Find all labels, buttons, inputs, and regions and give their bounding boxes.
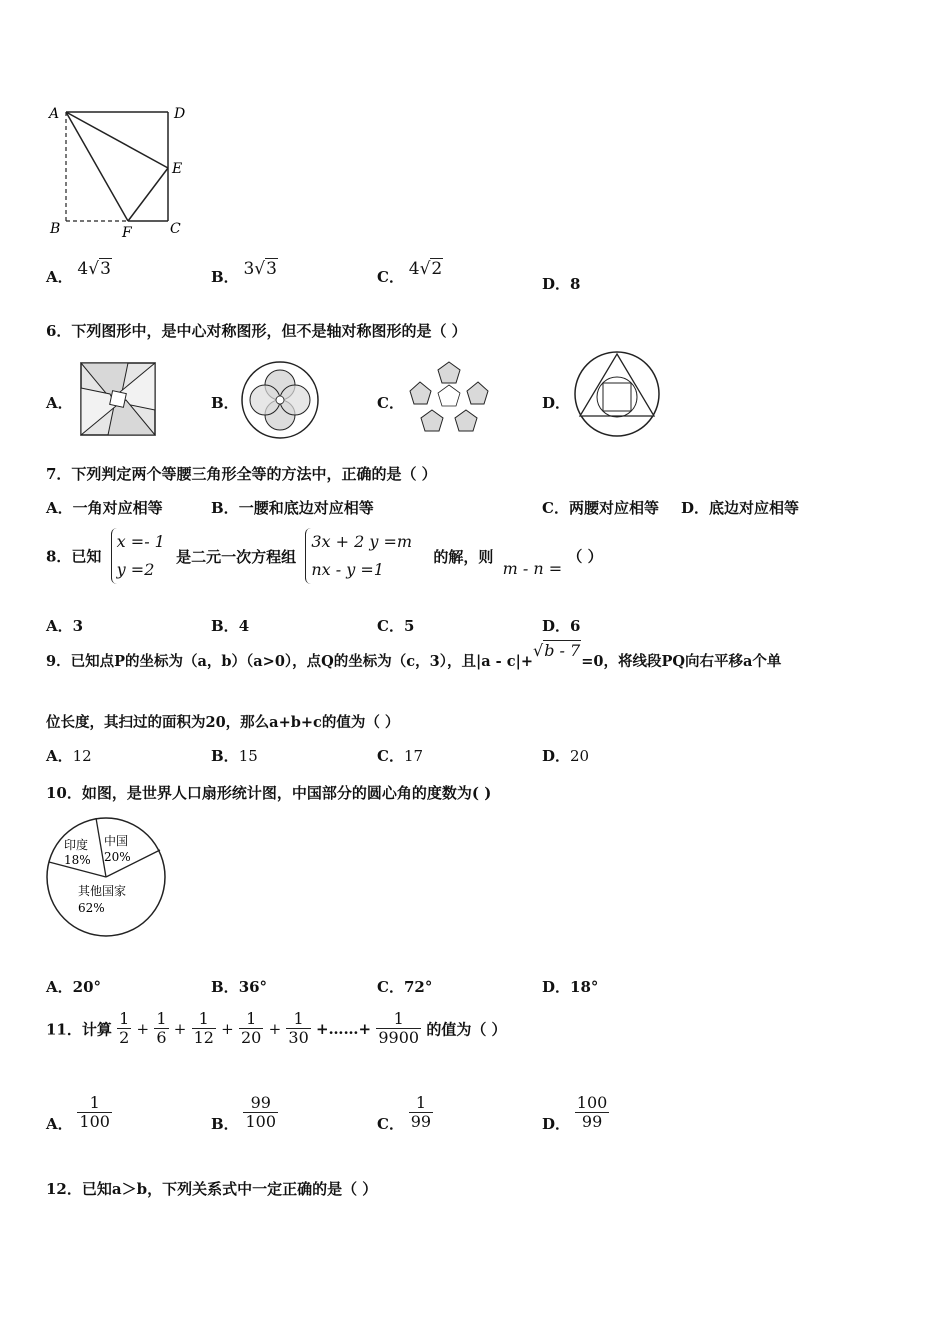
q9-option-b[interactable]: B．15	[211, 747, 258, 765]
q6-figure-b[interactable]	[240, 360, 320, 440]
label-F: F	[122, 225, 132, 240]
q11-option-d[interactable]: D． $\frac{100}{99}$	[542, 1093, 608, 1133]
q10-stem: 10．如图，是世界人口扇形统计图，中国部分的圆心角的度数为( )	[46, 784, 492, 802]
q6-figure-c[interactable]	[408, 360, 490, 438]
q7-option-a[interactable]: A．一角对应相等	[46, 499, 163, 517]
fraction: $\frac{1}{12}$	[193, 1009, 214, 1048]
q6-label-b[interactable]: B．	[211, 394, 239, 412]
q9-stem-line1: 9．已知点P的坐标为（a，b）（a>0），点Q的坐标为（c，3），且|a - c|+√b - 7=0，将线段PQ向右平移a个单	[46, 641, 782, 670]
q6-stem: 6．下列图形中，是中心对称图形，但不是轴对称图形的是（ ）	[46, 322, 467, 340]
sqrt-expr: √b - 7	[533, 641, 581, 660]
fraction: $\frac{1}{20}$	[240, 1009, 262, 1048]
sqrt-expr: 3√3	[243, 259, 277, 279]
pie-pct-china: 20%	[104, 850, 131, 864]
label-E: E	[172, 161, 183, 177]
q10-pie-chart	[44, 815, 168, 939]
q9-option-c[interactable]: C．17	[377, 747, 424, 765]
q10-option-c[interactable]: C．72°	[377, 978, 433, 996]
fraction: $\frac{1}{6}$	[156, 1009, 167, 1048]
sqrt-expr: 4√2	[408, 259, 443, 279]
q6-label-c[interactable]: C．	[377, 394, 404, 412]
q12-stem: 12．已知a＞b，下列关系式中一定正确的是（ ）	[46, 1180, 378, 1198]
q8-option-a[interactable]: A．3	[46, 617, 84, 635]
q5-square-figure	[44, 100, 204, 240]
q5-option-b[interactable]: B． 3√3	[211, 259, 277, 286]
pie-label-china: 中国	[104, 834, 129, 848]
q11-option-c[interactable]: C． $\frac{1}{99}$	[377, 1093, 432, 1133]
q7-option-c[interactable]: C．两腰对应相等	[542, 499, 659, 517]
q6-label-a[interactable]: A．	[46, 394, 73, 412]
fraction: $\frac{1}{2}$	[119, 1009, 130, 1048]
q11-stem: 11．计算 $\frac{1}{2}$ + $\frac{1}{6}$ + $\frac{1}{12}$ + $\frac{1}{20}$ + $\frac{1}{30}$ +……+ $\frac{1}{9900}$ 的值为（ ）	[46, 1009, 507, 1048]
q10-option-b[interactable]: B．36°	[211, 978, 268, 996]
label-C: C	[170, 221, 181, 237]
fraction: $\frac{99}{100}$	[245, 1093, 277, 1132]
pie-label-other: 其他国家	[78, 884, 127, 898]
q11-option-a[interactable]: A． $\frac{1}{100}$	[46, 1093, 110, 1133]
q8-option-b[interactable]: B．4	[211, 617, 250, 635]
q5-option-d[interactable]: D．8	[542, 275, 581, 293]
pie-pct-india: 18%	[64, 853, 91, 867]
q8-stem: 8．已知 x =- 1 y =2 是二元一次方程组 3x + 2 y =m nx - y =1 的解，则 m - n = （ ）	[46, 528, 603, 584]
label-D: D	[174, 106, 186, 122]
q7-stem: 7．下列判定两个等腰三角形全等的方法中，正确的是（ ）	[46, 465, 437, 483]
q6-figure-d[interactable]	[572, 350, 662, 438]
q10-option-d[interactable]: D．18°	[542, 978, 599, 996]
fraction: $\frac{1}{9900}$	[378, 1009, 420, 1048]
q8-equation-system: 3x + 2 y =m nx - y =1	[305, 528, 412, 584]
q5-option-c[interactable]: C． 4√2	[377, 259, 443, 286]
q8-option-d[interactable]: D．6	[542, 617, 581, 635]
fraction: $\frac{1}{99}$	[410, 1093, 432, 1132]
label-B: B	[50, 221, 61, 237]
q5-option-a[interactable]: A． 4√3	[46, 259, 111, 286]
label-A: A	[49, 106, 60, 122]
fraction: $\frac{100}{99}$	[576, 1093, 608, 1132]
q11-option-b[interactable]: B． $\frac{99}{100}$	[211, 1093, 277, 1133]
fraction: $\frac{1}{30}$	[288, 1009, 309, 1048]
q9-stem-line2: 位长度，其扫过的面积为20，那么a+b+c的值为（ ）	[46, 714, 400, 731]
q6-label-d[interactable]: D．	[542, 394, 571, 412]
sqrt-expr: 4√3	[77, 259, 111, 279]
pie-label-india: 印度	[64, 838, 89, 852]
q7-option-d[interactable]: D．底边对应相等	[681, 499, 800, 517]
q10-option-a[interactable]: A．20°	[46, 978, 102, 996]
pie-pct-other: 62%	[78, 901, 105, 915]
q8-option-c[interactable]: C．5	[377, 617, 415, 635]
q7-option-b[interactable]: B．一腰和底边对应相等	[211, 499, 374, 517]
q8-expression: m - n =	[502, 559, 563, 578]
fraction: $\frac{1}{100}$	[79, 1093, 110, 1132]
q9-option-d[interactable]: D．20	[542, 747, 590, 765]
q9-option-a[interactable]: A．12	[46, 747, 92, 765]
q6-figure-a[interactable]	[80, 362, 156, 436]
q8-solution-system: x =- 1 y =2	[111, 528, 165, 584]
